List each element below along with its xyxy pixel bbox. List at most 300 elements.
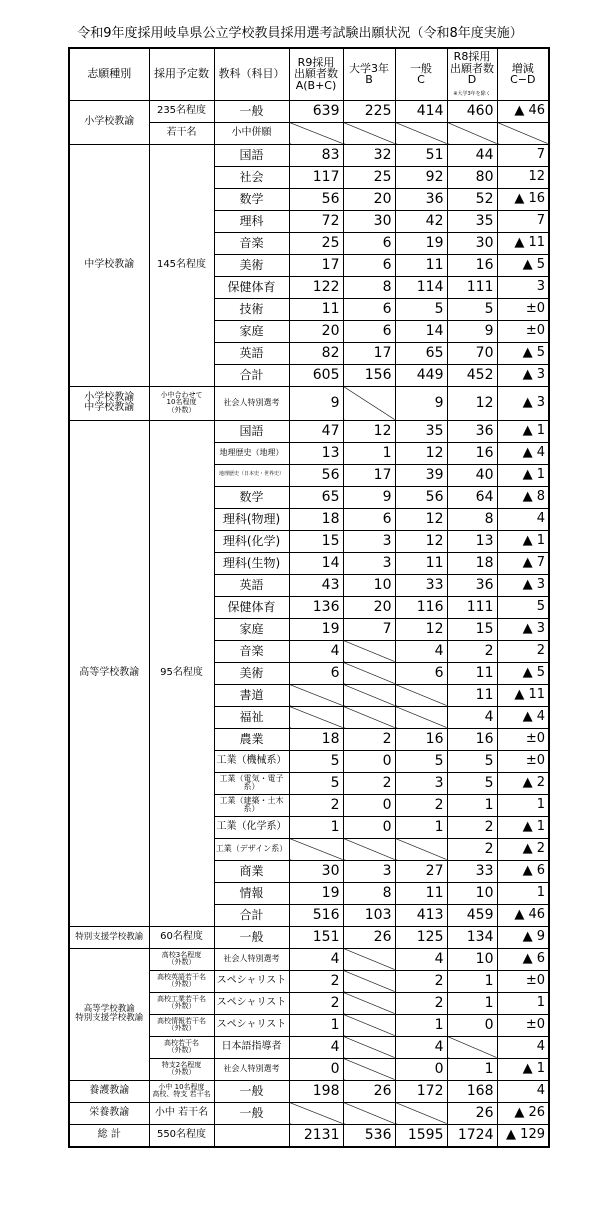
- total-row: [69, 1124, 549, 1147]
- empty-cell: [343, 992, 395, 1014]
- value-e: 1: [497, 882, 549, 904]
- subject-cell: 一般: [214, 1080, 289, 1102]
- subject-cell: 工業（デザイン系）: [214, 838, 289, 860]
- empty-cell: [343, 1036, 395, 1058]
- value-d: 16: [447, 728, 497, 750]
- value-e: ▲ 4: [497, 706, 549, 728]
- value-d: 10: [447, 882, 497, 904]
- value-a: 43: [289, 574, 343, 596]
- value-a: 6: [289, 662, 343, 684]
- value-d: 459: [447, 904, 497, 926]
- value-b: 10: [343, 574, 395, 596]
- plan-line2: （外数）: [167, 1002, 196, 1010]
- value-a: 4: [289, 1036, 343, 1058]
- plan-cell: [149, 970, 214, 992]
- value-c: 11: [395, 552, 447, 574]
- header-e-line2: C−D: [510, 73, 536, 87]
- value-c: 4: [395, 948, 447, 970]
- value-c: 56: [395, 486, 447, 508]
- plan-line1: 高校情報若干名: [157, 1016, 206, 1025]
- empty-cell: [289, 1102, 343, 1124]
- value-a: 18: [289, 728, 343, 750]
- empty-cell: [289, 684, 343, 706]
- value-d: 64: [447, 486, 497, 508]
- value-e: ▲ 129: [497, 1124, 549, 1147]
- value-c: 114: [395, 276, 447, 298]
- value-d: 36: [447, 574, 497, 596]
- empty-cell: [497, 122, 549, 144]
- table-row: [69, 948, 549, 970]
- value-b: 6: [343, 508, 395, 530]
- value-d: 111: [447, 596, 497, 618]
- header-d-line3: D: [467, 73, 477, 87]
- value-d: 13: [447, 530, 497, 552]
- plan-line2: （外数）: [167, 1046, 196, 1054]
- subject-cell: 美術: [214, 662, 289, 684]
- value-c: 33: [395, 574, 447, 596]
- subject-cell: 工業（建築・土木系）: [214, 794, 289, 816]
- plan-line1: 高校3名程度: [161, 950, 202, 959]
- empty-cell: [343, 684, 395, 706]
- subject-cell: スペシャリスト: [214, 1014, 289, 1036]
- subject-cell: スペシャリスト: [214, 970, 289, 992]
- empty-cell: [343, 122, 395, 144]
- value-b: 2: [343, 728, 395, 750]
- value-d: 111: [447, 276, 497, 298]
- value-c: 1: [395, 1014, 447, 1036]
- header-b: [343, 48, 395, 100]
- value-e: 3: [497, 276, 549, 298]
- group-mid: 中学校教諭: [69, 144, 149, 386]
- value-a: 9: [289, 386, 343, 420]
- subject-cell: 一般: [214, 100, 289, 122]
- value-c: 0: [395, 1058, 447, 1080]
- header-c-line1: 一般: [410, 61, 432, 75]
- subject-cell: 合計: [214, 364, 289, 386]
- subject-cell: 一般: [214, 1102, 289, 1124]
- value-d: 10: [447, 948, 497, 970]
- value-c: 12: [395, 618, 447, 640]
- empty-cell: [343, 838, 395, 860]
- value-c: 16: [395, 728, 447, 750]
- value-e: ▲ 8: [497, 486, 549, 508]
- value-b: 0: [343, 794, 395, 816]
- value-e: ▲ 2: [497, 838, 549, 860]
- empty-cell: [289, 122, 343, 144]
- plan-cell: 235名程度: [149, 100, 214, 122]
- value-c: 27: [395, 860, 447, 882]
- value-a: 122: [289, 276, 343, 298]
- value-d: 36: [447, 420, 497, 442]
- value-c: 125: [395, 926, 447, 948]
- plan-line2: 10名程度: [166, 398, 197, 407]
- header-d-line2: 出願者数: [450, 61, 494, 75]
- header-e: [497, 48, 549, 100]
- value-c: 6: [395, 662, 447, 684]
- group-elem-mid: [69, 386, 149, 420]
- value-c: 65: [395, 342, 447, 364]
- header-c: [395, 48, 447, 100]
- subject-cell: 社会人特別選考: [214, 386, 289, 420]
- empty-cell: [395, 706, 447, 728]
- value-d: 35: [447, 210, 497, 232]
- value-c: 172: [395, 1080, 447, 1102]
- plan-cell: [149, 1080, 214, 1102]
- subject-cell: 数学: [214, 188, 289, 210]
- empty-cell: [447, 1036, 497, 1058]
- plan-cell: 145名程度: [149, 144, 214, 386]
- value-e: ▲ 4: [497, 442, 549, 464]
- value-e: ▲ 5: [497, 342, 549, 364]
- value-a: 5: [289, 772, 343, 794]
- value-a: 47: [289, 420, 343, 442]
- value-c: 2: [395, 992, 447, 1014]
- subject-cell: 音楽: [214, 640, 289, 662]
- value-a: 605: [289, 364, 343, 386]
- value-a: 15: [289, 530, 343, 552]
- plan-cell: [149, 992, 214, 1014]
- group-high-special-line2: 特別支援学校教諭: [75, 1013, 144, 1023]
- plan-cell: [149, 1058, 214, 1080]
- value-d: 452: [447, 364, 497, 386]
- value-b: 3: [343, 860, 395, 882]
- value-a: 20: [289, 320, 343, 342]
- header-r9: [289, 48, 343, 100]
- value-e: ▲ 1: [497, 1058, 549, 1080]
- value-e: ▲ 5: [497, 254, 549, 276]
- value-c: 51: [395, 144, 447, 166]
- value-e: ▲ 6: [497, 860, 549, 882]
- value-e: ±0: [497, 298, 549, 320]
- value-e: ±0: [497, 970, 549, 992]
- subject-cell: 社会人特別選考: [214, 948, 289, 970]
- value-c: 4: [395, 1036, 447, 1058]
- value-c: 3: [395, 772, 447, 794]
- value-a: 82: [289, 342, 343, 364]
- empty-cell: [395, 1102, 447, 1124]
- value-e: ▲ 16: [497, 188, 549, 210]
- subject-cell: 書道: [214, 684, 289, 706]
- value-d: 40: [447, 464, 497, 486]
- table-row: [69, 420, 549, 442]
- header-type: 志願種別: [69, 48, 149, 100]
- value-b: 32: [343, 144, 395, 166]
- value-c: 36: [395, 188, 447, 210]
- value-b: 3: [343, 552, 395, 574]
- value-a: 17: [289, 254, 343, 276]
- value-a: 1: [289, 816, 343, 838]
- value-c: 12: [395, 442, 447, 464]
- page-title: 令和9年度採用岐阜県公立学校教員採用選考試験出願状況（令和8年度実施）: [77, 26, 523, 41]
- value-e: ▲ 3: [497, 574, 549, 596]
- value-c: 1: [395, 816, 447, 838]
- value-b: 103: [343, 904, 395, 926]
- subject-cell: 数学: [214, 486, 289, 508]
- group-yogo: 養護教諭: [69, 1080, 149, 1102]
- empty-cell: [343, 1102, 395, 1124]
- plan-cell: [149, 386, 214, 420]
- value-e: ±0: [497, 728, 549, 750]
- value-e: ▲ 5: [497, 662, 549, 684]
- plan-line2: （外数）: [167, 1068, 196, 1076]
- value-d: 9: [447, 320, 497, 342]
- table-row: [69, 386, 549, 420]
- plan-line1: 高校英語若干名: [157, 972, 206, 981]
- applications-table-wrapper: [68, 47, 550, 1148]
- subject-cell: 小中併願: [214, 122, 289, 144]
- subject-cell: 国語: [214, 144, 289, 166]
- header-r9-line2: 出願者数: [294, 67, 338, 81]
- value-c: 92: [395, 166, 447, 188]
- value-e: ▲ 1: [497, 464, 549, 486]
- subject-cell: 家庭: [214, 618, 289, 640]
- value-a: 72: [289, 210, 343, 232]
- value-b: 8: [343, 882, 395, 904]
- value-b: 156: [343, 364, 395, 386]
- plan-cell: 95名程度: [149, 420, 214, 926]
- subject-cell: 理科(生物): [214, 552, 289, 574]
- plan-line2: （外数）: [167, 1024, 196, 1032]
- value-e: ▲ 3: [497, 386, 549, 420]
- value-a: 13: [289, 442, 343, 464]
- value-c: 39: [395, 464, 447, 486]
- empty-cell: [343, 640, 395, 662]
- value-a: 516: [289, 904, 343, 926]
- value-e: 12: [497, 166, 549, 188]
- value-d: 2: [447, 816, 497, 838]
- table-row: [69, 144, 549, 166]
- subject-cell: 福祉: [214, 706, 289, 728]
- value-b: 3: [343, 530, 395, 552]
- value-e: 7: [497, 144, 549, 166]
- value-d: 5: [447, 750, 497, 772]
- value-b: 0: [343, 816, 395, 838]
- value-a: 151: [289, 926, 343, 948]
- value-e: ▲ 46: [497, 100, 549, 122]
- value-b: 20: [343, 188, 395, 210]
- plan-cell: [149, 1014, 214, 1036]
- value-c: 11: [395, 882, 447, 904]
- header-d-line1: R8採用: [453, 50, 491, 64]
- subject-cell: 商業: [214, 860, 289, 882]
- value-c: 116: [395, 596, 447, 618]
- value-d: 8: [447, 508, 497, 530]
- empty-cell: [343, 706, 395, 728]
- plan-line3: （外数）: [167, 405, 196, 414]
- plan-line2: 高校、特支 若干名: [152, 1090, 211, 1098]
- value-a: 0: [289, 1058, 343, 1080]
- empty-cell: [343, 970, 395, 992]
- value-c: 9: [395, 386, 447, 420]
- value-e: ▲ 1: [497, 420, 549, 442]
- value-b: 225: [343, 100, 395, 122]
- subject-cell: 理科: [214, 210, 289, 232]
- subject-cell: 日本語指導者: [214, 1036, 289, 1058]
- empty-cell: [447, 122, 497, 144]
- value-a: 25: [289, 232, 343, 254]
- value-d: 33: [447, 860, 497, 882]
- value-c: 5: [395, 298, 447, 320]
- header-d: [447, 48, 497, 100]
- header-r9-line1: R9採用: [297, 55, 335, 69]
- subject-cell: 英語: [214, 574, 289, 596]
- value-e: 4: [497, 1080, 549, 1102]
- value-d: 5: [447, 298, 497, 320]
- plan-line1: 高校若干名: [164, 1038, 199, 1047]
- value-e: ±0: [497, 750, 549, 772]
- value-e: ▲ 3: [497, 364, 549, 386]
- header-e-line1: 増減: [511, 61, 534, 75]
- plan-line1: 小中合わせて: [160, 390, 203, 399]
- empty-cell: [395, 122, 447, 144]
- value-a: 14: [289, 552, 343, 574]
- value-c: 14: [395, 320, 447, 342]
- value-d: 5: [447, 772, 497, 794]
- total-label: 総 計: [69, 1124, 149, 1147]
- group-high-special: [69, 948, 149, 1080]
- value-b: 12: [343, 420, 395, 442]
- value-d: 2: [447, 838, 497, 860]
- value-b: 20: [343, 596, 395, 618]
- value-b: 6: [343, 254, 395, 276]
- empty-cell: [343, 386, 395, 420]
- applications-table: [68, 47, 550, 1148]
- group-special: 特別支援学校教諭: [69, 926, 149, 948]
- value-a: 30: [289, 860, 343, 882]
- value-b: 1: [343, 442, 395, 464]
- plan-line1: 高校工業若干名: [157, 994, 206, 1003]
- value-a: 2: [289, 992, 343, 1014]
- value-b: 25: [343, 166, 395, 188]
- subject-cell: 保健体育: [214, 596, 289, 618]
- value-b: 17: [343, 342, 395, 364]
- value-e: ▲ 1: [497, 816, 549, 838]
- value-c: 413: [395, 904, 447, 926]
- subject-cell: 技術: [214, 298, 289, 320]
- header-row: [69, 48, 549, 100]
- value-e: ▲ 11: [497, 232, 549, 254]
- value-a: 2: [289, 794, 343, 816]
- group-high-special-line1: 高等学校教諭: [83, 1004, 135, 1015]
- value-d: 1: [447, 794, 497, 816]
- plan-cell: 550名程度: [149, 1124, 214, 1147]
- value-c: 35: [395, 420, 447, 442]
- value-d: 52: [447, 188, 497, 210]
- value-b: 6: [343, 232, 395, 254]
- plan-cell: [149, 1036, 214, 1058]
- value-d: 12: [447, 386, 497, 420]
- table-row: [69, 926, 549, 948]
- value-b: 8: [343, 276, 395, 298]
- empty-cell: [343, 662, 395, 684]
- value-c: 12: [395, 530, 447, 552]
- value-e: 7: [497, 210, 549, 232]
- value-e: 4: [497, 508, 549, 530]
- value-d: 168: [447, 1080, 497, 1102]
- value-b: 536: [343, 1124, 395, 1147]
- value-d: 18: [447, 552, 497, 574]
- subject-cell: 保健体育: [214, 276, 289, 298]
- subject-cell: 一般: [214, 926, 289, 948]
- value-b: 30: [343, 210, 395, 232]
- value-b: 26: [343, 926, 395, 948]
- value-c: 2: [395, 970, 447, 992]
- value-a: 56: [289, 188, 343, 210]
- subject-cell: 社会人特別選考: [214, 1058, 289, 1080]
- subject-cell: 美術: [214, 254, 289, 276]
- header-subject: 教科（科目）: [214, 48, 289, 100]
- value-c: 19: [395, 232, 447, 254]
- value-e: ±0: [497, 320, 549, 342]
- value-c: 5: [395, 750, 447, 772]
- value-a: 2131: [289, 1124, 343, 1147]
- value-b: 7: [343, 618, 395, 640]
- value-a: 56: [289, 464, 343, 486]
- group-elem-mid-line2: 中学校教諭: [84, 402, 135, 413]
- value-e: 1: [497, 794, 549, 816]
- header-plan: 採用予定数: [149, 48, 214, 100]
- value-a: 5: [289, 750, 343, 772]
- value-a: 639: [289, 100, 343, 122]
- value-e: ±0: [497, 1014, 549, 1036]
- header-b-line1: 大学3年: [349, 61, 389, 75]
- subject-cell: 情報: [214, 882, 289, 904]
- value-e: ▲ 9: [497, 926, 549, 948]
- value-d: 1: [447, 1058, 497, 1080]
- value-a: 198: [289, 1080, 343, 1102]
- header-r9-line3: A(B+C): [295, 79, 337, 93]
- value-a: 19: [289, 882, 343, 904]
- value-c: 12: [395, 508, 447, 530]
- subject-cell: 家庭: [214, 320, 289, 342]
- group-elem: 小学校教諭: [69, 100, 149, 144]
- plan-line2: （外数）: [167, 980, 196, 988]
- value-c: 449: [395, 364, 447, 386]
- value-e: 2: [497, 640, 549, 662]
- subject-cell: 地理歴史（日本史・世界史）: [214, 464, 289, 486]
- subject-cell: 工業（機械系）: [214, 750, 289, 772]
- value-d: 1: [447, 970, 497, 992]
- value-d: 4: [447, 706, 497, 728]
- value-d: 134: [447, 926, 497, 948]
- group-elem-mid-line1: 小学校教諭: [84, 391, 135, 403]
- value-c: 414: [395, 100, 447, 122]
- value-e: ▲ 46: [497, 904, 549, 926]
- subject-cell: 地理歴史（地理）: [214, 442, 289, 464]
- value-d: 26: [447, 1102, 497, 1124]
- subject-cell: 音楽: [214, 232, 289, 254]
- empty-cell: [289, 706, 343, 728]
- subject-cell: 社会: [214, 166, 289, 188]
- subject-cell: [214, 1124, 289, 1147]
- empty-cell: [343, 1058, 395, 1080]
- group-high: 高等学校教諭: [69, 420, 149, 926]
- value-c: 11: [395, 254, 447, 276]
- value-c: 1595: [395, 1124, 447, 1147]
- table-row: [69, 100, 549, 122]
- value-b: 6: [343, 320, 395, 342]
- value-a: 18: [289, 508, 343, 530]
- value-c: 2: [395, 794, 447, 816]
- value-a: 11: [289, 298, 343, 320]
- subject-cell: 農業: [214, 728, 289, 750]
- value-a: 136: [289, 596, 343, 618]
- value-a: 65: [289, 486, 343, 508]
- header-b-line2: B: [365, 73, 373, 87]
- subject-cell: 工業（化学系）: [214, 816, 289, 838]
- plan-cell: 60名程度: [149, 926, 214, 948]
- value-b: 6: [343, 298, 395, 320]
